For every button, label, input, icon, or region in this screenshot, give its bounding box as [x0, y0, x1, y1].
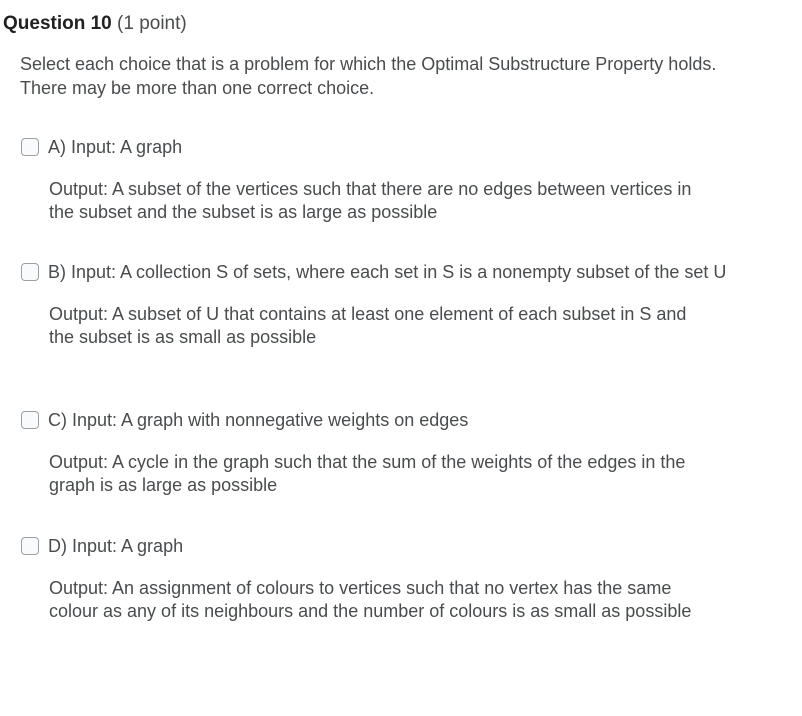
choice-a-checkbox[interactable]	[21, 138, 39, 156]
question-header	[3, 13, 187, 35]
choice-d-checkbox[interactable]	[21, 537, 39, 555]
choice-a-output-text: Output: A subset of the vertices such that there are no edges between vertices in the subset and the subset is as large as possible	[49, 179, 692, 222]
choice-b-checkbox[interactable]	[21, 263, 39, 281]
choice-b[interactable]	[21, 261, 761, 349]
choice-c-checkbox[interactable]	[21, 411, 39, 429]
choice-d-input-text: D) Input: A graph	[48, 536, 184, 556]
choice-c-input-text: C) Input: A graph with nonnegative weights on edges	[48, 410, 469, 430]
question-points: (1 point)	[117, 13, 187, 34]
choice-c-output-text: Output: A cycle in the graph such that the sum of the weights of the edges in the graph is as large as possible	[49, 452, 686, 495]
question-number: Question 10	[3, 13, 112, 34]
question-prompt: Select each choice that is a problem for which the Optimal Substructure Property holds. There may be more than one correct choice.	[20, 54, 717, 98]
choice-a-input-text: A) Input: A graph	[48, 137, 183, 157]
choice-b-output-text: Output: A subset of U that contains at least one element of each subset in S and the subset is as small as possible	[49, 304, 687, 347]
choice-d[interactable]	[21, 535, 761, 623]
choice-c[interactable]	[21, 409, 761, 497]
choice-a[interactable]	[21, 136, 761, 224]
choice-b-input-text: B) Input: A collection S of sets, where each set in S is a nonempty subset of the set U	[48, 262, 727, 282]
choice-d-output-text: Output: An assignment of colours to vertices such that no vertex has the same colour as any of its neighbours and the number of colours is as small as possible	[49, 578, 692, 621]
